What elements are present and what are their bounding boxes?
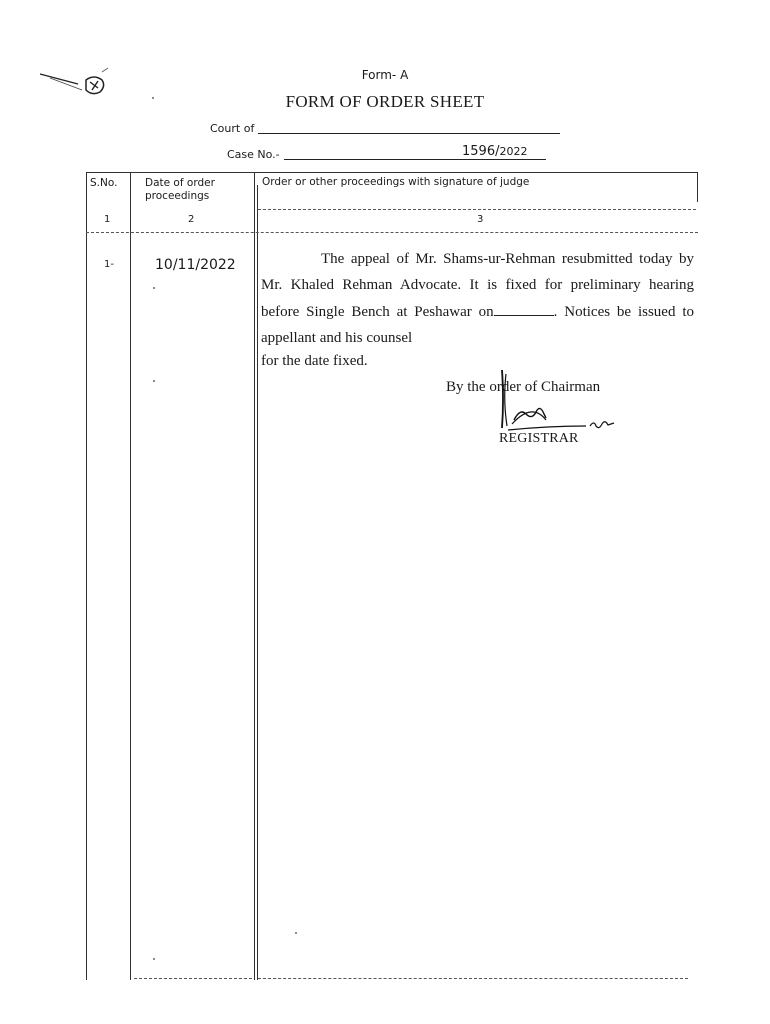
form-label: Form- A [361,68,409,82]
col-number-3: 3 [477,214,484,225]
scan-speck [153,958,155,960]
scan-speck [153,287,155,289]
date-blank-line [494,303,554,316]
form-title: FORM OF ORDER SHEET [285,92,485,111]
row-sno: 1- [104,259,114,270]
court-label: Court of [210,122,255,135]
number-row-divider [86,232,698,233]
order-line-2: . Notices be issued to appellant and his counsel [261,303,694,347]
order-on: on [478,303,494,320]
order-end: for the date fixed. [261,353,368,369]
column-divider-2b [257,185,258,980]
case-label: Case No.- [227,148,280,161]
order-paragraph [261,246,694,352]
court-field-line [258,133,560,134]
table-left-border [86,172,87,980]
column-divider-2 [254,172,255,980]
row-date: 10/11/2022 [155,257,236,273]
table-right-border [697,172,698,202]
by-order-line: By the order of Chairman [446,379,601,395]
case-field-line [284,159,546,160]
col-header-sno: S.No. [90,177,118,189]
table-bottom-border [258,978,688,979]
scan-speck [153,380,155,382]
table-top-border [86,172,698,173]
column-divider-1 [130,172,131,980]
case-year: 2022 [499,145,528,158]
order-line-1: The appeal of Mr. Shams-ur-Rehman resubmitted today by Mr. Khaled Rehman Advocate. It is fixed for preliminary hearing before Single Bench at Peshawar [261,251,694,320]
case-number-value: 1596/ [462,144,500,159]
col-number-2: 2 [188,214,195,225]
col-header-date: Date of order proceedings [145,177,215,202]
col-header-order: Order or other proceedings with signature of judge [262,176,530,188]
order-text [261,246,694,352]
col-number-1: 1 [104,214,111,225]
scan-speck [295,932,297,934]
registrar-title: REGISTRAR [499,431,579,446]
header-divider [258,209,696,210]
case-number [462,144,527,159]
table-bottom-border-left [134,978,252,979]
